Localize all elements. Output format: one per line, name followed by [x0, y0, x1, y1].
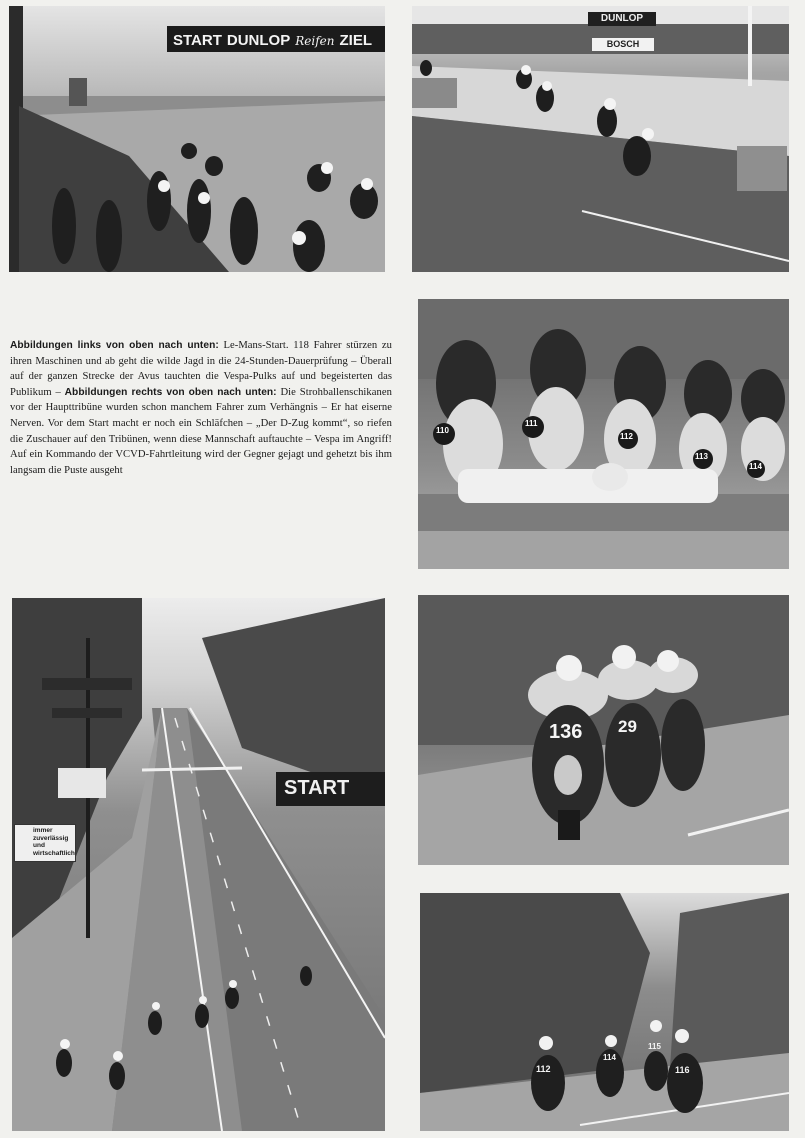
photo-avus-straight	[12, 598, 385, 1131]
scooter-number: 114	[749, 462, 762, 471]
avus-scene	[12, 598, 385, 1131]
scooter-number: 112	[620, 432, 633, 441]
caption-right-text: Die Strohballenschikanen vor der Haupttribüne wurden schon manchem Fahrer zum Verhängnis – Er hat eiserne Nerven. Vor dem Start macht er noch ein Schläfchen – „Der D-Zug kommt“, so riefen die Zuschauer auf den Tribünen, wenn diese Mannschaft auftauchte – Vespa im Angriff! Auf ein Kommando der VCVD-Fahrtleitung wird der Gegner gejagt und gehetzt bis ihm langsam die Puste ausgeht	[10, 386, 392, 476]
banner-start: START	[173, 32, 222, 49]
caption-right-heading: Abbildungen rechts von oben nach unten:	[64, 386, 277, 398]
scooter-number: 112	[536, 1064, 551, 1074]
banner-brand: DUNLOP	[226, 32, 291, 49]
photo-caption	[10, 338, 392, 478]
photo-le-mans-start	[9, 6, 385, 272]
photo-vespa-attack	[420, 893, 789, 1131]
banner-script: Reifen	[295, 33, 335, 48]
start-ziel-banner	[167, 26, 385, 52]
d-zug-scene	[418, 595, 789, 865]
scooters-scene	[418, 299, 789, 569]
advert-sign	[14, 824, 76, 862]
advert-line: wirtschaftlich	[33, 849, 75, 857]
photo-sleeping-rider	[418, 299, 789, 569]
scooter-number: 114	[603, 1053, 616, 1062]
photo-d-zug-team	[418, 595, 789, 865]
advert-line: immer	[33, 827, 53, 834]
photo-straw-bale-chicane	[412, 6, 789, 272]
advert-line: zuverlässig	[33, 834, 69, 842]
scooter-number: 136	[549, 721, 583, 743]
dunlop-sign: DUNLOP	[588, 12, 656, 26]
advert-line: und	[33, 842, 45, 849]
scooter-number: 111	[525, 419, 538, 428]
scooter-number: 110	[436, 426, 449, 435]
scooter-number: 115	[648, 1042, 661, 1051]
scooter-number: 116	[675, 1065, 690, 1075]
caption-left-heading: Abbildungen links von oben nach unten:	[10, 340, 219, 351]
banner-end: ZIEL	[339, 32, 372, 49]
scooter-number: 113	[695, 452, 708, 461]
scooter-number: 29	[618, 717, 637, 736]
bosch-sign: BOSCH	[592, 38, 654, 51]
vespa-attack-scene	[420, 893, 789, 1131]
start-banner: START	[276, 772, 385, 806]
caption-left-text: Le-Mans-Start. 118 Fahrer stürzen zu ihren Maschinen und ab geht die wilde Jagd in die 24-Stunden-Dauerprüfung – Überall auf der ganzen Strecke der Avus tauchten die Vespa-Pulks auf und begeisterten das Publikum –	[10, 340, 392, 398]
